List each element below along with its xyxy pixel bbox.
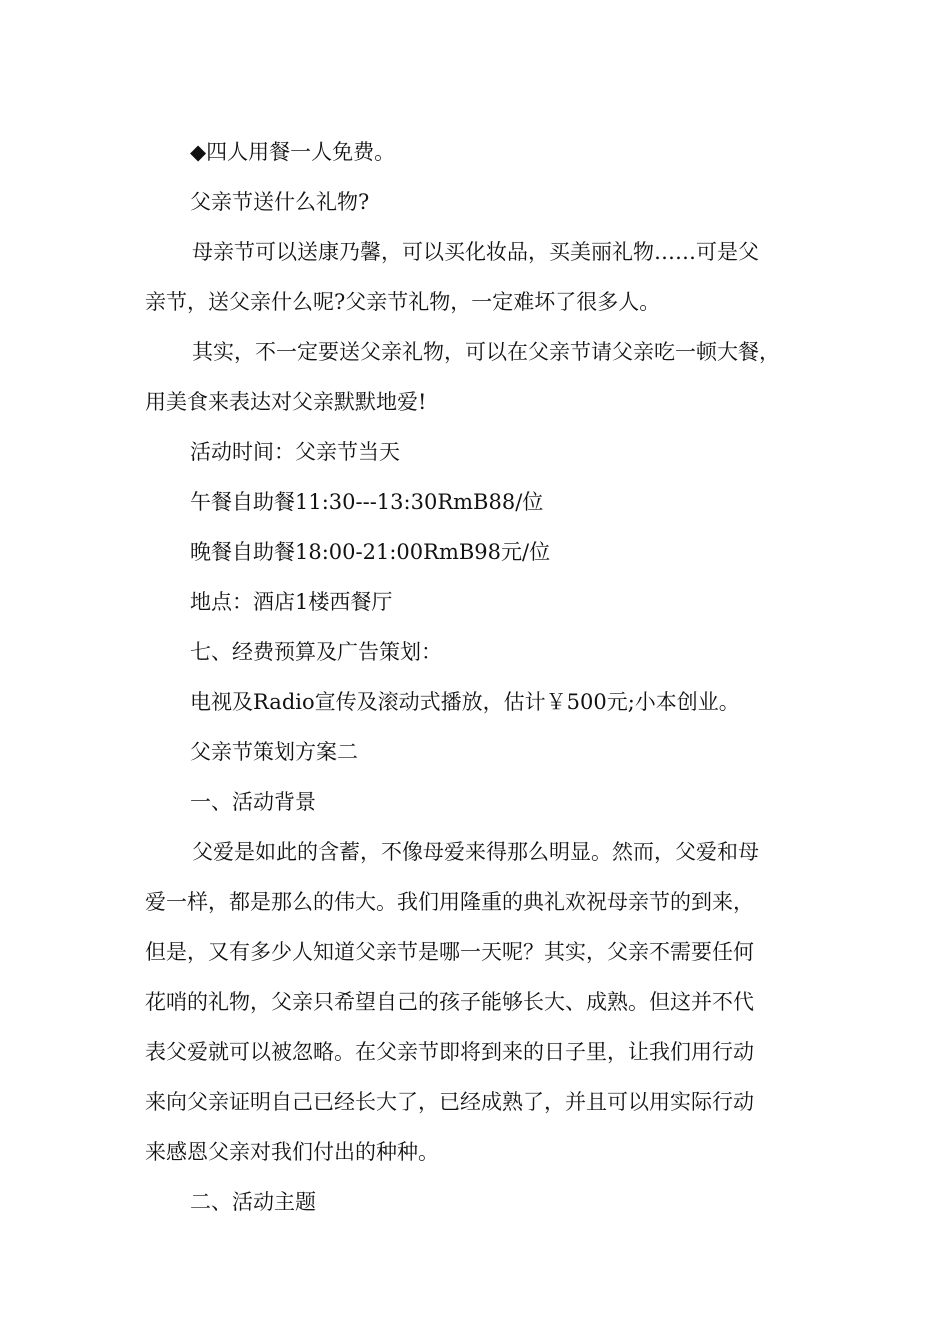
text-line-3: 母亲节可以送康乃馨，可以买化妆品，买美丽礼物……可是父 — [192, 240, 759, 264]
text-line-15: 父爱是如此的含蓄，不像母爱来得那么明显。然而，父爱和母 — [192, 840, 759, 864]
text-line-10: 地点：酒店1楼西餐厅 — [190, 590, 393, 614]
text-line-18: 花哨的礼物，父亲只希望自己的孩子能够长大、成熟。但这并不代 — [145, 990, 754, 1014]
text-line-5: 其实，不一定要送父亲礼物，可以在父亲节请父亲吃一顿大餐， — [192, 340, 780, 364]
text-line-2: 父亲节送什么礼物? — [190, 190, 370, 214]
text-line-6: 用美食来表达对父亲默默地爱! — [145, 390, 427, 414]
text-line-22: 二、活动主题 — [190, 1190, 316, 1214]
text-line-13: 父亲节策划方案二 — [190, 740, 358, 764]
text-line-21: 来感恩父亲对我们付出的种种。 — [145, 1140, 439, 1164]
text-line-7: 活动时间：父亲节当天 — [190, 440, 400, 464]
text-line-20: 来向父亲证明自己已经长大了，已经成熟了，并且可以用实际行动 — [145, 1090, 754, 1114]
text-line-14: 一、活动背景 — [190, 790, 316, 814]
text-line-19: 表父爱就可以被忽略。在父亲节即将到来的日子里，让我们用行动 — [145, 1040, 754, 1064]
text-line-11: 七、经费预算及广告策划： — [190, 640, 442, 664]
text-line-17: 但是，又有多少人知道父亲节是哪一天呢？其实，父亲不需要任何 — [145, 940, 754, 964]
text-line-8: 午餐自助餐11:30---13:30RmB88/位 — [190, 490, 544, 514]
text-line-12: 电视及Radio宣传及滚动式播放，估计￥500元;小本创业。 — [190, 690, 740, 714]
text-line-1: ◆四人用餐一人免费。 — [190, 140, 396, 164]
text-line-9: 晚餐自助餐18:00-21:00RmB98元/位 — [190, 540, 551, 564]
text-line-4: 亲节，送父亲什么呢?父亲节礼物，一定难坏了很多人。 — [145, 290, 661, 314]
text-line-16: 爱一样，都是那么的伟大。我们用隆重的典礼欢祝母亲节的到来， — [145, 890, 754, 914]
